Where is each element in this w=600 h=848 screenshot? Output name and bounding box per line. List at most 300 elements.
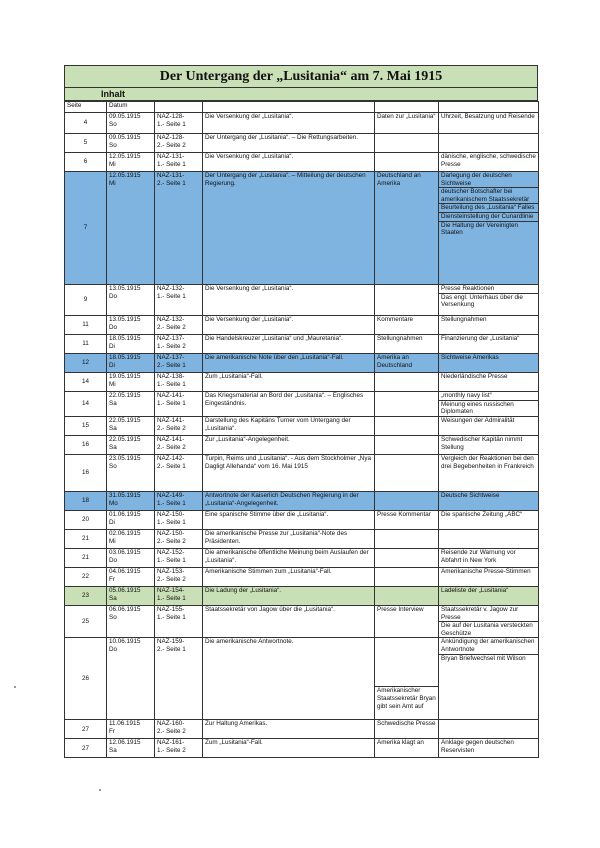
cell-themen <box>439 739 539 758</box>
weekday: Mi <box>109 179 116 187</box>
naz-ref: NAZ-149- <box>157 492 185 499</box>
cell-datum <box>107 436 155 455</box>
naz-page: 1.- Seite 1 <box>157 518 186 526</box>
page-number: 14 <box>81 378 89 386</box>
cell-seite <box>65 392 107 417</box>
page-number: 20 <box>81 516 89 524</box>
naz-page: 1.- Seite 1 <box>157 613 186 621</box>
weekday: Mi <box>109 380 116 388</box>
cell-naz <box>155 417 203 436</box>
cell-themen <box>439 113 539 134</box>
cell-titel <box>203 492 375 511</box>
topic: Reisende zur Warnung vor Abfahrt in New York <box>441 549 516 564</box>
cell-themen <box>439 153 539 172</box>
cell-datum <box>107 172 155 285</box>
table-row <box>65 455 539 492</box>
cell-kategorie <box>375 417 439 436</box>
naz-page: 1.- Seite 1 <box>157 160 186 168</box>
category: Amerika klagt an <box>377 739 424 747</box>
article-title: Die Versenkung der „Lusitania“. <box>205 316 294 323</box>
page-number: 11 <box>82 321 89 329</box>
naz-ref: NAZ-153- <box>157 568 185 575</box>
cell-kategorie <box>375 153 439 172</box>
cell-themen <box>439 638 539 720</box>
cell-titel <box>203 638 375 720</box>
category: Stellungnahmen <box>377 335 423 342</box>
page-number: 26 <box>81 675 89 683</box>
cell-seite <box>65 436 107 455</box>
cell-naz <box>155 638 203 720</box>
cell-kategorie <box>375 113 439 134</box>
cell-titel <box>203 549 375 568</box>
cell-titel <box>203 373 375 392</box>
date: 12.06.1915 <box>109 739 141 747</box>
naz-page: 1.- Seite 1 <box>157 594 186 602</box>
cell-kategorie <box>375 455 439 492</box>
cell-seite <box>65 417 107 436</box>
table-row <box>65 392 539 417</box>
topic: Sichtweise Amerikas <box>441 354 499 361</box>
table-row <box>65 134 539 153</box>
naz-page: 1.- Seite 1 <box>157 399 186 407</box>
cell-naz <box>155 285 203 316</box>
topic: Niederländische Presse <box>441 373 508 380</box>
topic: Meinung eines russischen Diplomaten <box>439 400 538 416</box>
cell-themen <box>439 373 539 392</box>
weekday: Sa <box>109 746 117 754</box>
date: 22.05.1915 <box>109 392 141 399</box>
naz-page: 2.- Seite 2 <box>157 323 186 331</box>
naz-ref: NAZ-150- <box>157 511 185 518</box>
cell-kategorie <box>375 354 439 373</box>
cell-kategorie <box>375 549 439 568</box>
cell-datum <box>107 606 155 638</box>
weekday: Fr <box>109 575 115 583</box>
article-title: Die amerikanische Note über den „Lusitania“-Fall. <box>205 354 344 361</box>
cell-seite <box>65 492 107 511</box>
cell-themen <box>439 455 539 492</box>
cell-titel <box>203 568 375 587</box>
cell-kategorie <box>375 373 439 392</box>
weekday: Di <box>109 361 115 369</box>
naz-ref: NAZ-132- <box>157 316 185 323</box>
cell-themen <box>439 335 539 354</box>
article-title: Die Versenkung der „Lusitania“. <box>205 113 294 120</box>
cell-naz <box>155 739 203 758</box>
cell-themen <box>439 530 539 549</box>
cell-themen <box>439 172 539 285</box>
weekday: Mi <box>109 537 116 545</box>
topic: Die Haltung der Vereinigten Staaten <box>439 221 538 237</box>
topic: Ankündigung der amerikanischen Antwortnote <box>441 638 535 653</box>
cell-datum <box>107 134 155 153</box>
cell-datum <box>107 530 155 549</box>
cell-kategorie <box>375 436 439 455</box>
table-row <box>65 335 539 354</box>
cell-seite <box>65 134 107 153</box>
table-row <box>65 606 539 638</box>
naz-ref: NAZ-160- <box>157 720 185 728</box>
cell-seite <box>65 335 107 354</box>
table-row <box>65 354 539 373</box>
table-row <box>65 720 539 739</box>
table-row <box>65 285 539 316</box>
page-number: 15 <box>81 422 89 430</box>
naz-ref: NAZ-150- <box>157 530 185 537</box>
page-number: 27 <box>81 744 89 752</box>
cell-kategorie <box>375 587 439 606</box>
cell-datum <box>107 511 155 530</box>
naz-ref: NAZ-154- <box>157 587 185 594</box>
cell-datum <box>107 492 155 511</box>
cell-naz <box>155 134 203 153</box>
cell-naz <box>155 335 203 354</box>
category: Deutschland an Amerika <box>377 172 421 187</box>
cell-kategorie <box>375 492 439 511</box>
naz-page: 2.- Seite 2 <box>157 443 186 451</box>
cell-kategorie <box>375 606 439 638</box>
topic: Beurteilung des „Lusitania“ Falles <box>439 203 538 212</box>
naz-ref: NAZ-132- <box>157 285 185 292</box>
cell-themen <box>439 568 539 587</box>
cell-seite <box>65 373 107 392</box>
cell-seite <box>65 568 107 587</box>
article-title: Staatssekretär von Jagow über die „Lusitania“. <box>205 606 335 613</box>
naz-page: 2.- Seite 1 <box>157 462 186 470</box>
cell-datum <box>107 354 155 373</box>
date: 18.05.1915 <box>109 335 141 342</box>
cell-themen <box>439 511 539 530</box>
cell-datum <box>107 587 155 606</box>
cell-themen <box>439 606 539 638</box>
article-title: Das Kriegsmaterial an Bord der „Lusitania“. – Englisches Eingeständnis. <box>205 392 364 407</box>
cell-themen <box>439 720 539 739</box>
cell-titel <box>203 455 375 492</box>
table-row <box>65 638 539 720</box>
cell-titel <box>203 153 375 172</box>
article-title: Die Ladung der „Lusitania“. <box>205 587 281 594</box>
cell-naz <box>155 530 203 549</box>
table-row <box>65 530 539 549</box>
naz-ref: NAZ-141- <box>157 417 185 424</box>
cell-naz <box>155 549 203 568</box>
table-header-row <box>65 102 539 113</box>
cell-datum <box>107 285 155 316</box>
page-number: 16 <box>81 469 89 477</box>
page-number: 5 <box>83 139 88 147</box>
topic: Amerikanische Presse-Stimmen <box>441 568 531 575</box>
cell-naz <box>155 373 203 392</box>
cell-titel <box>203 285 375 316</box>
date: 10.06.1915 <box>109 638 141 646</box>
topic: Finanzierung der „Lusitania“ <box>441 335 520 342</box>
table-row <box>65 492 539 511</box>
cell-titel <box>203 606 375 638</box>
header-datum: Datum <box>107 102 155 113</box>
category: Daten zur „Lusitania“ <box>377 113 436 120</box>
weekday: So <box>109 141 117 149</box>
article-title: Eine spanische Stimme über die „Lusitania“. <box>205 511 329 518</box>
cell-kategorie <box>375 172 439 285</box>
cell-naz <box>155 316 203 335</box>
page-number: 18 <box>81 497 89 505</box>
cell-datum <box>107 720 155 739</box>
cell-seite <box>65 172 107 285</box>
weekday: So <box>109 613 117 621</box>
cell-datum <box>107 739 155 758</box>
date: 01.06.1915 <box>109 511 141 518</box>
table-row <box>65 373 539 392</box>
weekday: Mi <box>109 160 116 168</box>
cell-themen <box>439 587 539 606</box>
article-title: Amerikanische Stimmen zum „Lusitania“-Fall. <box>205 568 332 575</box>
cell-kategorie <box>375 392 439 417</box>
table-row <box>65 436 539 455</box>
category: Presse Interview <box>377 606 424 613</box>
weekday: Di <box>109 342 115 350</box>
page-number: 22 <box>81 573 89 581</box>
weekday: Sa <box>109 399 117 407</box>
cell-seite <box>65 316 107 335</box>
category: Presse Kommentar <box>377 511 431 518</box>
naz-page: 2.- Seite 1 <box>157 361 186 369</box>
page-number: 23 <box>81 592 89 600</box>
cell-titel <box>203 587 375 606</box>
cell-seite <box>65 549 107 568</box>
date: 19.05.1915 <box>109 373 141 380</box>
cell-kategorie <box>375 285 439 316</box>
naz-ref: NAZ-137- <box>157 354 185 361</box>
cell-seite <box>65 720 107 739</box>
cell-naz <box>155 172 203 285</box>
topic: Stellungnahmen <box>441 316 487 323</box>
table-row <box>65 113 539 134</box>
cell-naz <box>155 436 203 455</box>
cell-naz <box>155 455 203 492</box>
page-number: 21 <box>81 535 89 543</box>
topic: Das engl. Unterhaus über die Versenkung <box>439 293 538 309</box>
date: 18.05.1915 <box>109 354 141 361</box>
cell-naz <box>155 113 203 134</box>
topic: dänische, englische, schwedische Presse <box>441 153 536 168</box>
cell-naz <box>155 587 203 606</box>
article-title: Zum „Lusitania“-Fall. <box>205 373 263 380</box>
cell-kategorie <box>375 316 439 335</box>
cell-seite <box>65 285 107 316</box>
table-row <box>65 417 539 436</box>
naz-page: 2.- Seite 2 <box>157 575 186 583</box>
cell-seite <box>65 113 107 134</box>
topic: Anklage gegen deutschen Reservisten <box>441 739 514 754</box>
date: 12.05.1915 <box>109 172 141 179</box>
cell-titel <box>203 392 375 417</box>
date: 05.06.1915 <box>109 587 141 594</box>
cell-datum <box>107 373 155 392</box>
article-title: Die Handelskreuzer „Lusitania“ und „Mauretania“. <box>205 335 343 342</box>
page-number: 12 <box>81 359 89 367</box>
table-row <box>65 568 539 587</box>
topic: Schwedischer Kapitän nimmt Stellung <box>441 436 523 451</box>
page-number: 27 <box>81 725 89 733</box>
table-row <box>65 587 539 606</box>
cell-seite <box>65 606 107 638</box>
table-body <box>65 113 539 758</box>
article-title: Die Versenkung der „Lusitania“. <box>205 153 294 160</box>
naz-ref: NAZ-161- <box>157 739 185 747</box>
article-title: Der Untergang der „Lusitania“. – Die Rettungsarbeiten. <box>205 134 358 141</box>
article-title: Der Untergang der „Lusitania“. – Mitteilung der deutschen Regierung. <box>205 172 366 187</box>
cell-datum <box>107 549 155 568</box>
cell-seite <box>65 455 107 492</box>
cell-titel <box>203 316 375 335</box>
cell-seite <box>65 587 107 606</box>
naz-page: 1.- Seite 1 <box>157 292 186 300</box>
cell-titel <box>203 335 375 354</box>
weekday: Sa <box>109 424 117 432</box>
cell-kategorie <box>375 638 439 720</box>
naz-page: 1.- Seite 2 <box>157 746 186 754</box>
table-row <box>65 316 539 335</box>
article-title: Turpin, Reims und „Lusitania“. - Aus dem Stockholmer „Nya Dagligt Allehanda“ vom 16. Mai 1915 <box>205 455 371 470</box>
naz-ref: NAZ-142- <box>157 455 185 462</box>
date: 13.05.1915 <box>109 316 141 323</box>
cell-themen <box>439 417 539 436</box>
date: 11.06.1915 <box>109 720 141 728</box>
cell-seite <box>65 354 107 373</box>
cell-naz <box>155 392 203 417</box>
page-number: 21 <box>81 554 89 562</box>
cell-datum <box>107 417 155 436</box>
cell-seite <box>65 153 107 172</box>
cell-datum <box>107 568 155 587</box>
article-title: Antwortnote der Kaiserlich Deutschen Regierung in der „Lusitania“-Angelegenheit. <box>205 492 359 507</box>
naz-ref: NAZ-155- <box>157 606 185 613</box>
date: 06.06.1915 <box>109 606 141 613</box>
cell-kategorie <box>375 720 439 739</box>
naz-ref: NAZ-131- <box>157 153 185 160</box>
page-number: 4 <box>83 119 88 127</box>
naz-ref: NAZ-138- <box>157 373 185 380</box>
weekday: Fr <box>109 727 115 735</box>
document-title: Der Untergang der „Lusitania“ am 7. Mai 1915 <box>64 65 538 88</box>
weekday: Do <box>109 323 118 331</box>
article-title: Zur Haltung Amerikas. <box>205 720 268 728</box>
naz-page: 1.- Seite 1 <box>157 499 186 507</box>
category: Amerika an Deutschland <box>377 354 413 369</box>
naz-page: 2.- Seite 1 <box>157 179 186 187</box>
topic: Staatssekretär v. Jagow zur Presse <box>441 606 519 621</box>
date: 03.06.1915 <box>109 549 141 556</box>
cell-themen <box>439 134 539 153</box>
cell-titel <box>203 530 375 549</box>
header-seite: Seite <box>65 102 107 113</box>
table-row <box>65 172 539 285</box>
cell-titel <box>203 720 375 739</box>
cell-naz <box>155 492 203 511</box>
weekday: So <box>109 120 117 128</box>
scan-speck <box>14 686 16 688</box>
date: 04.06.1915 <box>109 568 141 575</box>
article-title: Zur „Lusitania“-Angelegenheit. <box>205 436 290 443</box>
naz-ref: NAZ-141- <box>157 392 185 399</box>
category-secondary: Amerikanischer Staatssekretär Bryan gibt sein Amt auf <box>375 686 438 710</box>
cell-datum <box>107 638 155 720</box>
topic: Ladeliste der „Lusitania“ <box>441 587 509 594</box>
topic: Darlegung der deutschen Sichtweise <box>441 172 512 187</box>
cell-datum <box>107 113 155 134</box>
date: 23.05.1915 <box>109 455 141 462</box>
cell-naz <box>155 720 203 739</box>
page-number: 6 <box>83 158 88 166</box>
topic: Weisungen der Admiralität <box>441 417 515 424</box>
cell-naz <box>155 153 203 172</box>
article-title: Die amerikanische öffentliche Meinung beim Auslaufen der „Lusitania“. <box>205 549 369 564</box>
scan-speck <box>99 789 101 791</box>
naz-page: 2.- Seite 1 <box>157 645 186 653</box>
date: 02.06.1915 <box>109 530 141 537</box>
date: 22.05.1915 <box>109 417 141 424</box>
cell-kategorie <box>375 134 439 153</box>
cell-themen <box>439 392 539 417</box>
cell-kategorie <box>375 739 439 758</box>
cell-themen <box>439 549 539 568</box>
naz-page: 2.- Seite 2 <box>157 141 186 149</box>
page-number: 11 <box>82 340 89 348</box>
topic: Die auf der Lusitania versteckten Geschütze <box>439 621 538 637</box>
category: Kommentare <box>377 316 414 323</box>
page-number: 25 <box>81 617 89 625</box>
cell-datum <box>107 316 155 335</box>
cell-titel <box>203 134 375 153</box>
date: 09.05.1915 <box>109 113 141 120</box>
category: Schwedische Presse <box>377 720 436 728</box>
date: 09.05.1915 <box>109 134 141 141</box>
cell-titel <box>203 436 375 455</box>
topic: Uhrzeit, Besatzung und Reisende <box>441 113 535 120</box>
cell-kategorie <box>375 335 439 354</box>
naz-ref: NAZ-128- <box>157 134 185 141</box>
weekday: Sa <box>109 443 117 451</box>
topic: Presse Reaktionen <box>441 285 495 292</box>
cell-titel <box>203 354 375 373</box>
cell-titel <box>203 113 375 134</box>
date: 13.05.1915 <box>109 285 141 292</box>
table-row <box>65 511 539 530</box>
naz-page: 1.- Seite 1 <box>157 120 186 128</box>
topic: Die spanische Zeitung „ABC“ <box>441 511 523 518</box>
cell-datum <box>107 455 155 492</box>
cell-seite <box>65 511 107 530</box>
article-title: Die Versenkung der „Lusitania“. <box>205 285 294 292</box>
naz-page: 2.- Seite 2 <box>157 424 186 432</box>
topic: „monthly navy list“ <box>441 392 492 399</box>
article-title: Darstellung des Kapitäns Turner vom Untergang der „Lusitania“. <box>205 417 351 432</box>
table-row <box>65 549 539 568</box>
cell-titel <box>203 172 375 285</box>
topic: Bryan Briefwechsel mit Wilson <box>439 654 538 663</box>
topic: Vergleich der Reaktionen bei den drei Begebenheiten in Frankreich <box>441 455 534 470</box>
topic: Deutsche Sichtweise <box>441 492 500 499</box>
naz-ref: NAZ-159- <box>157 638 185 646</box>
cell-naz <box>155 511 203 530</box>
naz-ref: NAZ-137- <box>157 335 185 342</box>
cell-titel <box>203 417 375 436</box>
page-number: 7 <box>83 224 88 232</box>
article-title: Die amerikanische Antwortnote. <box>205 638 294 646</box>
naz-ref: NAZ-141- <box>157 436 185 443</box>
cell-datum <box>107 335 155 354</box>
cell-themen <box>439 316 539 335</box>
